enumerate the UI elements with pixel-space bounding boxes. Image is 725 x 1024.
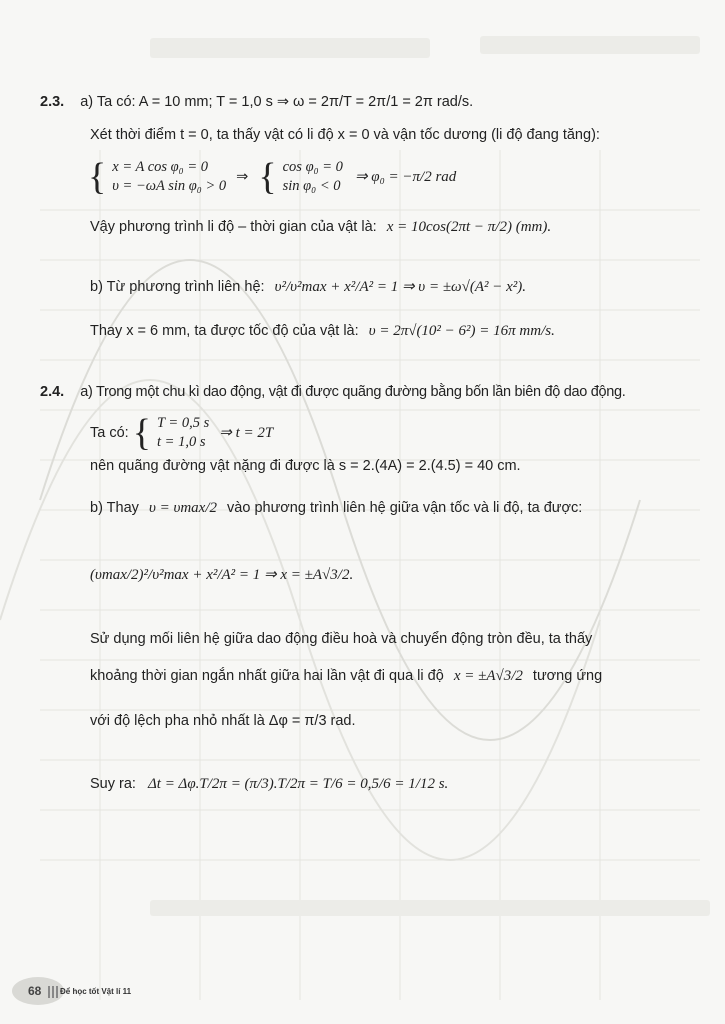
s23-a-line [40, 93, 473, 111]
s23-b-then-line [90, 322, 555, 340]
s23-b-result: υ = 2π√(10² − 6²) = 16π mm/s. [368, 323, 555, 339]
footer-title: Để học tốt Vật lí 11 [60, 987, 132, 996]
s24-p2 [90, 667, 602, 685]
s23-a-intro: a) Ta có: A = 10 mm; T = 1,0 s ⇒ ω = 2π/T = 2π/1 = 2π rad/s. [80, 94, 474, 110]
s23-system [88, 158, 456, 196]
s24-taco: Ta có: [90, 425, 129, 441]
s24-suyra: Suy ra: [90, 776, 136, 792]
s24-p2a: khoảng thời gian ngắn nhất giữa hai lần vật đi qua li độ [90, 668, 444, 684]
brace-icon: { [258, 156, 277, 198]
s24-dt-line [90, 775, 448, 793]
s24-b-intro: b) Thay [90, 500, 139, 516]
brace-icon: { [132, 412, 151, 454]
s24-label: 2.4. [40, 384, 65, 400]
s23-sys2a: cos φ₀ = 0 [282, 159, 343, 175]
s24-b-rest: vào phương trình liên hệ giữa vận tốc và li độ, ta được: [227, 500, 583, 516]
brace-icon: { [88, 156, 107, 198]
s24-system [90, 414, 273, 452]
s24-b-sub: υ = υmax/2 [148, 500, 217, 516]
s23-t0: Xét thời điểm t = 0, ta thấy vật có li độ x = 0 và vận tốc dương (li độ đang tăng): [90, 127, 600, 143]
implies-icon: ⇒ [236, 169, 249, 185]
s24-b-eq-line [90, 566, 353, 584]
s24-dt: Δt = Δφ.T/2π = (π/3).T/2π = T/6 = 0,5/6 = 1/12 s. [147, 776, 449, 792]
s24-a-line [40, 383, 626, 401]
s23-b-intro: b) Từ phương trình liên hệ: [90, 279, 265, 295]
s23-b-then: Thay x = 6 mm, ta được tốc độ của vật là: [90, 323, 359, 339]
s23-b-line [90, 278, 526, 296]
s24-b-line [90, 499, 582, 517]
s24-sys-a: T = 0,5 s [157, 415, 210, 431]
s23-sys1 [112, 158, 226, 196]
s24-sys-b: t = 1,0 s [157, 434, 206, 450]
s24-p3: với độ lệch pha nhỏ nhất là Δφ = π/3 rad. [90, 713, 356, 729]
s23-eq: x = 10cos(2πt − π/2) (mm). [386, 219, 552, 235]
s23-sys2b: sin φ₀ < 0 [282, 178, 341, 194]
s24-sys-res: ⇒ t = 2T [219, 425, 274, 441]
s23-sys1b: υ = −ωA sin φ₀ > 0 [112, 178, 227, 194]
page-number: 68 [28, 984, 42, 998]
s24-p1: Sử dụng mối liên hệ giữa dao động điều hoà và chuyển động tròn đều, ta thấy [90, 631, 593, 647]
s24-p2c: tương ứng [532, 668, 603, 684]
s23-sys1a: x = A cos φ₀ = 0 [112, 159, 209, 175]
s23-b-eq: υ²/υ²max + x²/A² = 1 ⇒ υ = ±ω√(A² − x²). [274, 279, 527, 295]
s23-label: 2.3. [40, 94, 65, 110]
s24-sys [157, 414, 209, 452]
s24-distance: nên quãng đường vật nặng đi được là s = 2.(4A) = 2.(4.5) = 40 cm. [90, 458, 521, 474]
s23-sys2 [283, 158, 343, 196]
s24-a-intro: a) Trong một chu kì dao động, vật đi được quãng đường bằng bốn lần biên độ dao động. [80, 384, 626, 400]
s23-eq-intro: Vậy phương trình li độ – thời gian của vật là: [90, 219, 377, 235]
s23-eq-line [90, 218, 551, 236]
s24-b-eq: (υmax/2)²/υ²max + x²/A² = 1 ⇒ x = ±A√3/2. [90, 567, 354, 583]
s24-p2b: x = ±A√3/2 [453, 668, 523, 684]
s23-phi-result: ⇒ φ₀ = −π/2 rad [354, 169, 457, 185]
